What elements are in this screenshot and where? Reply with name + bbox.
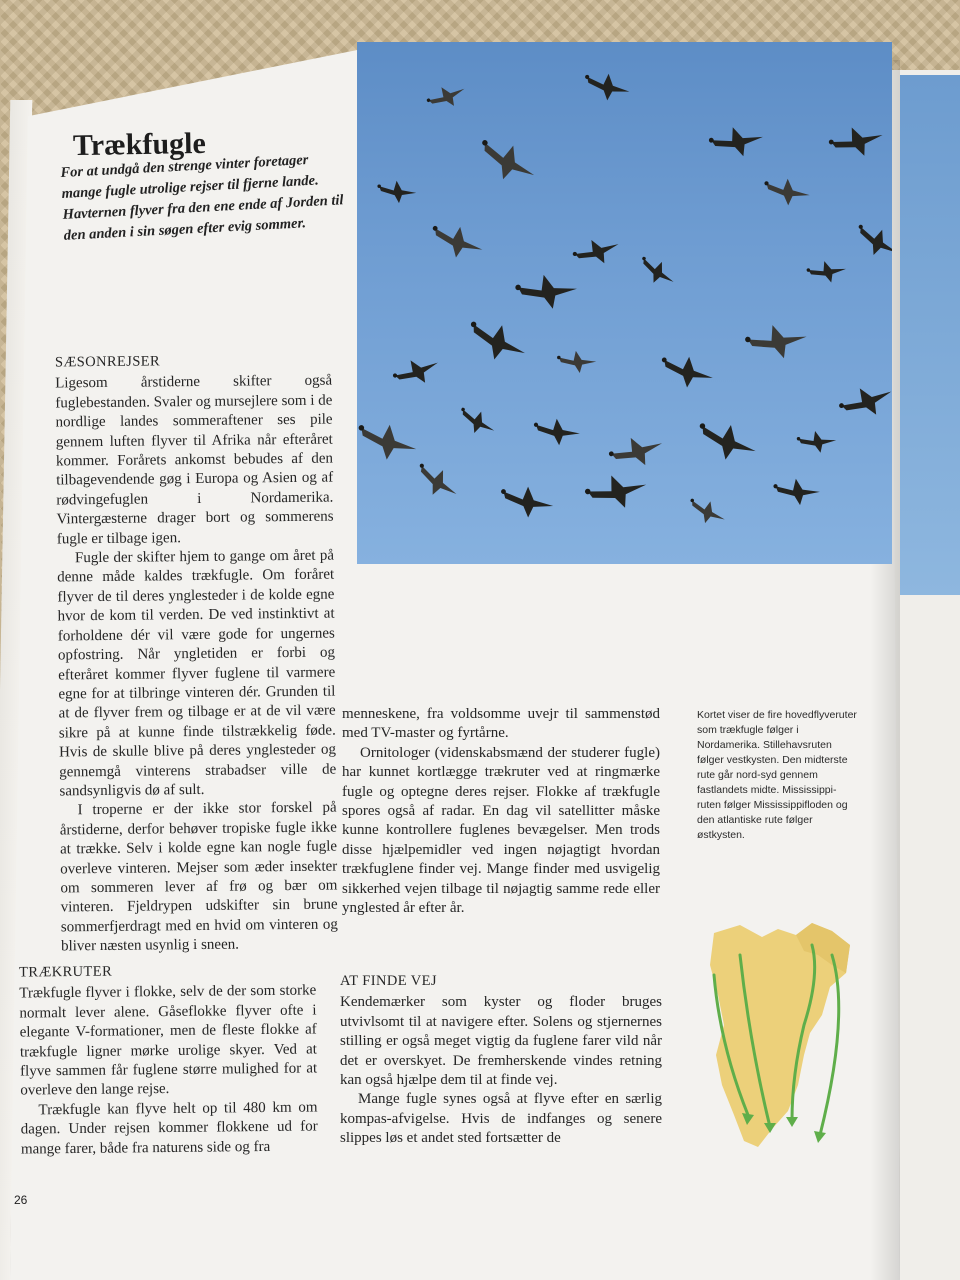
next-page-photo xyxy=(900,75,960,595)
goose-silhouette xyxy=(851,221,892,263)
arrowhead xyxy=(814,1131,826,1143)
goose-silhouette xyxy=(658,353,715,391)
goose-silhouette xyxy=(534,418,580,445)
paragraph: I troperne er der ikke stor forskel på årstiderne, derfor behøver tropiske fugle ikke at trække. Selv i kolde egne kan nogle fugle overleve vinteren. Mejser som æder insekter om sommeren lever af frø og bær om vinteren. Fjeldrypen udskifter sin brune sommerfjerdragt med en hvid om vinteren og bliver næsten usynlig i sneen. xyxy=(59,799,338,955)
column-1-top xyxy=(55,351,338,957)
paragraph: menneskene, fra voldsomme uvejr til sammenstød med TV-master og fyrtårne. xyxy=(342,706,660,742)
goose-silhouette xyxy=(773,477,821,507)
goose-silhouette xyxy=(377,180,416,204)
north-america-flyway-map xyxy=(700,915,860,1155)
goose-silhouette xyxy=(410,460,463,504)
arrowhead xyxy=(786,1117,798,1127)
column-1-bottom xyxy=(19,960,318,1159)
heading-traekruter: TRÆKRUTER xyxy=(18,963,113,981)
goose-silhouette xyxy=(763,178,810,207)
goose-silhouette xyxy=(606,427,667,477)
goose-silhouette xyxy=(583,466,651,519)
goose-silhouette xyxy=(635,253,679,290)
goose-silhouette xyxy=(685,495,729,528)
goose-silhouette xyxy=(425,78,470,117)
goose-silhouette xyxy=(694,418,761,466)
flying-geese-illustration xyxy=(357,42,892,564)
paragraph: Ligesom årstiderne skifter også fuglebestanden. Svaler og mursejlere som i de nordlige landes sommeraftener ses pile gennem luften flyver til Afrika når efteråret kommer. Forårets ankomst bebudes af den tilbagevendende gøg i Europa og Asien og af rødvingefuglen i Nordamerika. Vintergæsterne drager bort og sommerens fugle er tilbage igen. xyxy=(55,372,334,548)
goose-silhouette xyxy=(557,349,598,375)
page-number: 26 xyxy=(14,1193,28,1207)
goose-silhouette xyxy=(806,256,849,287)
paragraph: Mange fugle synes også at flyve efter en særlig kompas-afvigelse. Hvis de indfanges og senere slippes løs et andet sted fortsætter de xyxy=(340,1091,662,1147)
goose-silhouette xyxy=(428,221,486,262)
geese-photo xyxy=(357,42,892,564)
column-2-bottom xyxy=(340,972,662,1149)
goose-silhouette xyxy=(390,349,443,394)
goose-silhouette xyxy=(455,404,499,439)
paragraph: Fugle der skifter hjem to gange om året på denne måde kaldes trækfugle. Om foråret flyver de til deres ynglesteder i de kolde egne hvor de kom til verden. De ved instinktivt at forholdene dér vil være gode for ungernes opfostring. Når yngletiden er forbi og efteråret kommer flyver fuglene til varmere egne for at tilbringe vinteren dér. Grunden til at de flyver frem og tilbage er at de vil være sikre på at kunne finde tilstrækkelig føde. Hvis de skulle blive på deres ynglesteder og gennemgå vinterens strabadser ville de sandsynligvis dø af sult. xyxy=(57,547,337,800)
goose-silhouette xyxy=(583,71,632,103)
goose-silhouette xyxy=(499,485,554,519)
goose-silhouette xyxy=(571,230,624,273)
goose-silhouette xyxy=(707,120,766,164)
page-title: Trækfugle xyxy=(72,126,207,163)
map-caption: Kortet viser de fire hovedflyveruter som trækfugle følger i Nordamerika. Stillehavsruten følger vestkysten. Den midterste rute går nord-syd gennem fastlandets midte. Mississippi-ruten følger Mississippifloden og den atlantiske rute følger østkysten. xyxy=(697,709,857,841)
paragraph: Trækfugle flyver i flokke, selv de der som storke normalt lever alene. Gåseflokke flyver ofte i elegante V-formationer, men de fleste flokke af trækfugle ligner mørke urolige skyer. Ved at flyve sammen får fuglene større mulighed for at overleve den lange rejse. xyxy=(19,982,318,1099)
goose-silhouette xyxy=(463,316,531,367)
goose-silhouette xyxy=(836,376,892,428)
goose-silhouette xyxy=(796,428,838,457)
heading-saesonrejser: SÆSONREJSER xyxy=(54,353,161,371)
paragraph: Trækfugle kan flyve helt op til 480 km om dagen. Under rejsen kommer flokkene ud for mange farer, både fra naturens side og fra xyxy=(20,1099,318,1158)
column-2-top xyxy=(342,705,660,918)
paragraph: Kendemærker som kyster og floder bruges utvivlsomt til at navigere efter. Solens og stjernernes stilling er også meget vigtig da fuglene farer vild når det er overskyet. De fremherskende vindes retning kan også hjælpe dem til at finde vej. xyxy=(340,994,662,1089)
goose-silhouette xyxy=(357,420,419,464)
paragraph: Ornitologer (videnskabsmænd der studerer fugle) har kunnet kortlægge trækruter ved at ringmærke fugle og optegne deres rejser. Flokke af trækfugle spores også af radar. En dag vil satellitter måske kunne kontrollere fuglenes bevægelser. Men trods disse hjælpemidler ved ingen nøjagtigt hvordan trækfuglene finder vej. Mange finder med usvigelig sikkerhed vejen tilbage til nøjagtig samme rede eller ynglested år efter år. xyxy=(342,744,660,917)
heading-at-finde-vej: AT FINDE VEJ xyxy=(340,973,437,989)
goose-silhouette xyxy=(514,269,580,315)
goose-silhouette xyxy=(472,135,541,189)
goose-silhouette xyxy=(827,118,887,165)
intro-text: For at undgå den strenge vinter foretager mange fugle utrolige rejser til fjerne lande. Havternen flyver fra den ene ende af Jorden til den anden i sin søgen efter evig sommer. xyxy=(60,152,344,244)
goose-silhouette xyxy=(743,317,810,366)
